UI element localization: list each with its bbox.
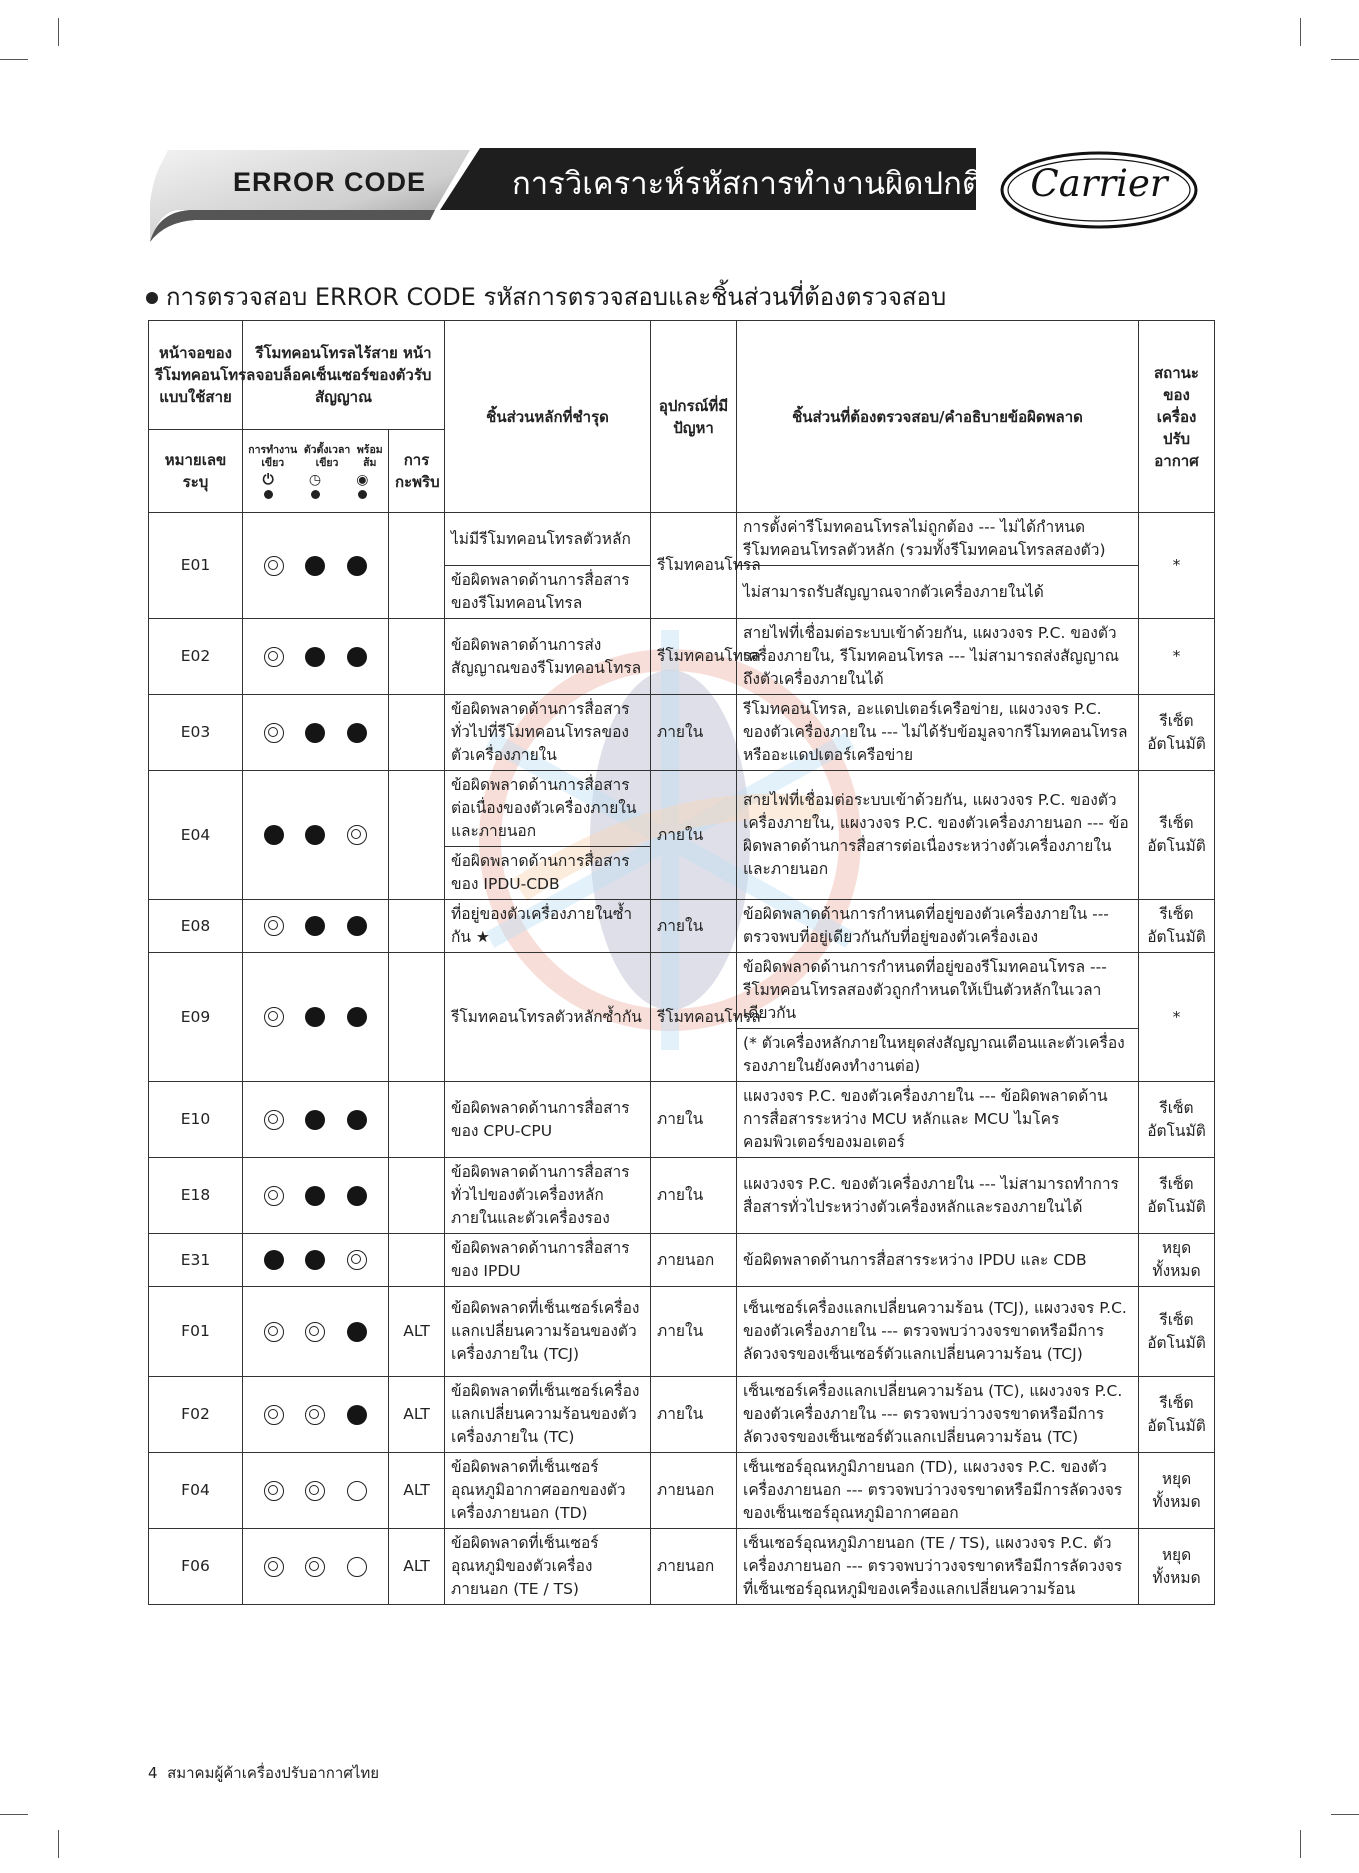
header-lamps xyxy=(243,430,389,513)
lamp-dot xyxy=(358,490,367,499)
page-footer xyxy=(148,1761,379,1785)
error-code: E08 xyxy=(149,900,243,953)
error-code-table xyxy=(148,320,1215,1605)
unit-status: รีเซ็ตอัตโนมัติ xyxy=(1139,1082,1215,1158)
lamp-on-icon xyxy=(305,1007,325,1027)
lamp-group xyxy=(249,1405,382,1425)
table-row xyxy=(149,1234,1215,1287)
check-description: การตั้งค่ารีโมทคอนโทรลไม่ถูกต้อง --- ไม่ได้กำหนดรีโมทคอนโทรลตัวหลัก (รวมทั้งรีโมทคอนโทรลสองตัว) xyxy=(737,513,1139,566)
error-code: E10 xyxy=(149,1082,243,1158)
device: ภายใน xyxy=(651,1377,737,1453)
device: รีโมทคอนโทรล xyxy=(651,953,737,1082)
blink-mode: ALT xyxy=(389,1287,445,1377)
lamp-dots xyxy=(245,490,386,499)
lamp-cell xyxy=(243,1082,389,1158)
lamp-flash-icon xyxy=(305,1481,325,1501)
lamp-on-icon xyxy=(305,825,325,845)
check-description: แผงวงจร P.C. ของตัวเครื่องภายใน --- ไม่สามารถทำการสื่อสารทั่วไประหว่างตัวเครื่องหลักและรองภายในได้ xyxy=(737,1158,1139,1234)
unit-status: * xyxy=(1139,619,1215,695)
unit-status: * xyxy=(1139,953,1215,1082)
main-part: ข้อผิดพลาดด้านการสื่อสารของ IPDU xyxy=(445,1234,651,1287)
main-part: ข้อผิดพลาดด้านการสื่อสารต่อเนื่องของตัวเครื่องภายในและภายนอก xyxy=(445,771,651,847)
lamp-cell xyxy=(243,695,389,771)
main-part: ข้อผิดพลาดที่เซ็นเซอร์อุณหภูมิอากาศออกของตัวเครื่องภายนอก (TD) xyxy=(445,1453,651,1529)
device: ภายใน xyxy=(651,695,737,771)
unit-status: รีเซ็ตอัตโนมัติ xyxy=(1139,771,1215,900)
crop-mark xyxy=(1300,18,1301,46)
lamp-on-icon xyxy=(264,825,284,845)
lamp-on-icon xyxy=(347,1322,367,1342)
main-part: ข้อผิดพลาดด้านการสื่อสารทั่วไปของตัวเครื่องหลักภายในและตัวเครื่องรอง xyxy=(445,1158,651,1234)
blink-mode xyxy=(389,900,445,953)
main-part: ข้อผิดพลาดด้านการสื่อสารของ IPDU-CDB xyxy=(445,847,651,900)
lamp-cell xyxy=(243,1529,389,1605)
device: ภายนอก xyxy=(651,1453,737,1529)
lamp-flash-icon xyxy=(305,1557,325,1577)
lamp-on-icon xyxy=(347,1405,367,1425)
clock-icon: ◷ xyxy=(308,471,322,488)
lamp-label-operation: การทำงาน เขียว xyxy=(248,443,298,469)
lamp-dot xyxy=(264,490,273,499)
lamp-on-icon xyxy=(347,916,367,936)
lamp-flash-icon xyxy=(264,1557,284,1577)
lamp-on-icon xyxy=(347,647,367,667)
lamp-label-timer: ตัวตั้งเวลา เขียว xyxy=(303,443,351,469)
table-row xyxy=(149,900,1215,953)
lamp-flash-icon xyxy=(264,1110,284,1130)
header-title: การวิเคราะห์รหัสการทำงานผิดปกติ xyxy=(512,166,982,202)
lamp-flash-icon xyxy=(264,1481,284,1501)
lamp-cell xyxy=(243,953,389,1082)
table-row xyxy=(149,1158,1215,1234)
lamp-group xyxy=(249,1110,382,1130)
unit-status: รีเซ็ตอัตโนมัติ xyxy=(1139,695,1215,771)
lamp-flash-icon xyxy=(264,1007,284,1027)
blink-mode: ALT xyxy=(389,1377,445,1453)
header-device: อุปกรณ์ที่มีปัญหา xyxy=(651,321,737,513)
lamp-icons xyxy=(245,472,386,488)
check-description: สายไฟที่เชื่อมต่อระบบเข้าด้วยกัน, แผงวงจร P.C. ของตัวเครื่องภายใน, แผงวงจร P.C. ของตัวเครื่องภายนอก --- ข้อผิดพลาดด้านการสื่อสารต่อเนื่องระหว่างตัวเครื่องภายในและภายนอก xyxy=(737,771,1139,900)
check-description: เซ็นเซอร์เครื่องแลกเปลี่ยนความร้อน (TC), แผงวงจร P.C. ของตัวเครื่องภายใน --- ตรวจพบว่าวงจรขาดหรือมีการลัดวงจรของเซ็นเซอร์ตัวแลกเปลี่ยนความร้อน (TC) xyxy=(737,1377,1139,1453)
bullet-icon xyxy=(146,292,158,304)
crop-mark xyxy=(58,18,59,46)
lamp-flash-icon xyxy=(305,1322,325,1342)
device: รีโมทคอนโทรล xyxy=(651,619,737,695)
check-description: เซ็นเซอร์เครื่องแลกเปลี่ยนความร้อน (TCJ), แผงวงจร P.C. ของตัวเครื่องภายใน --- ตรวจพบว่าวงจรขาดหรือมีการลัดวงจรของเซ็นเซอร์ตัวแลกเปลี่ยนความร้อน (TCJ) xyxy=(737,1287,1139,1377)
main-part: ข้อผิดพลาดที่เซ็นเซอร์อุณหภูมิของตัวเครื่องภายนอก (TE / TS) xyxy=(445,1529,651,1605)
crop-mark xyxy=(1300,1830,1301,1858)
main-part: ที่อยู่ของตัวเครื่องภายในซ้ำกัน ★ xyxy=(445,900,651,953)
lamp-cell xyxy=(243,1234,389,1287)
check-description: เซ็นเซอร์อุณหภูมิภายนอก (TE / TS), แผงวงจร P.C. ตัวเครื่องภายนอก --- ตรวจพบว่าวงจรขาดหรือมีการลัดวงจรที่เซ็นเซอร์อุณหภูมิของเครื่องแลกเปลี่ยนความร้อน xyxy=(737,1529,1139,1605)
check-description: แผงวงจร P.C. ของตัวเครื่องภายใน --- ข้อผิดพลาดด้านการสื่อสารระหว่าง MCU หลักและ MCU ไมโครคอมพิวเตอร์ของมอเตอร์ xyxy=(737,1082,1139,1158)
header-label: ERROR CODE xyxy=(233,167,427,197)
main-part: ไม่มีรีโมทคอนโทรลตัวหลัก xyxy=(445,513,651,566)
lamp-group xyxy=(249,723,382,743)
unit-status: หยุดทั้งหมด xyxy=(1139,1529,1215,1605)
table-row xyxy=(149,619,1215,695)
unit-status: รีเซ็ตอัตโนมัติ xyxy=(1139,1287,1215,1377)
table-row xyxy=(149,771,1215,847)
lamp-cell xyxy=(243,771,389,900)
blink-mode xyxy=(389,953,445,1082)
lamp-on-icon xyxy=(347,1186,367,1206)
header-status: สถานะของเครื่องปรับอากาศ xyxy=(1139,321,1215,513)
main-part: ข้อผิดพลาดที่เซ็นเซอร์เครื่องแลกเปลี่ยนความร้อนของตัวเครื่องภายใน (TC) xyxy=(445,1377,651,1453)
table-row xyxy=(149,1453,1215,1529)
crop-mark xyxy=(1331,59,1359,60)
error-code: F02 xyxy=(149,1377,243,1453)
power-icon: ⏻ xyxy=(262,471,274,488)
lamp-flash-icon xyxy=(264,556,284,576)
header-wireless: รีโมทคอนโทรลไร้สาย หน้าจอบล็อคเซ็นเซอร์ของตัวรับสัญญาณ xyxy=(243,321,445,430)
lamp-cell xyxy=(243,1287,389,1377)
header-row xyxy=(149,321,1215,430)
main-part: ข้อผิดพลาดด้านการส่งสัญญาณของรีโมทคอนโทรล xyxy=(445,619,651,695)
footer-text: สมาคมผู้ค้าเครื่องปรับอากาศไทย xyxy=(167,1764,380,1782)
lamp-on-icon xyxy=(305,1110,325,1130)
header-code-label: หมายเลขระบุ xyxy=(149,430,243,513)
table-body xyxy=(149,513,1215,1605)
unit-status: หยุดทั้งหมด xyxy=(1139,1234,1215,1287)
lamp-flash-icon xyxy=(264,916,284,936)
lamp-cell xyxy=(243,1453,389,1529)
main-part: ข้อผิดพลาดด้านการสื่อสารของ CPU-CPU xyxy=(445,1082,651,1158)
unit-status: หยุดทั้งหมด xyxy=(1139,1453,1215,1529)
table-row xyxy=(149,1377,1215,1453)
lamp-cell xyxy=(243,1158,389,1234)
lamp-on-icon xyxy=(305,916,325,936)
blink-mode xyxy=(389,1158,445,1234)
blink-mode xyxy=(389,771,445,900)
error-code: F01 xyxy=(149,1287,243,1377)
error-code: E01 xyxy=(149,513,243,619)
lamp-on-icon xyxy=(347,723,367,743)
blink-mode xyxy=(389,619,445,695)
lamp-on-icon xyxy=(264,1250,284,1270)
crop-mark xyxy=(0,59,28,60)
lamp-cell xyxy=(243,619,389,695)
ready-icon: ◉ xyxy=(356,471,369,488)
check-description: (* ตัวเครื่องหลักภายในหยุดส่งสัญญาณเตือนและตัวเครื่องรองภายในยังคงทำงานต่อ) xyxy=(737,1029,1139,1082)
header-blink: การกะพริบ xyxy=(389,430,445,513)
lamp-group xyxy=(249,1250,382,1270)
table-row xyxy=(149,695,1215,771)
lamp-cell xyxy=(243,1377,389,1453)
error-code: E02 xyxy=(149,619,243,695)
error-code: F06 xyxy=(149,1529,243,1605)
page-number: 4 xyxy=(148,1764,158,1782)
crop-mark xyxy=(58,1830,59,1858)
check-description: สายไฟที่เชื่อมต่อระบบเข้าด้วยกัน, แผงวงจร P.C. ของตัวเครื่องภายใน, รีโมทคอนโทรล --- ไม่สามารถส่งสัญญาณถึงตัวเครื่องภายในได้ xyxy=(737,619,1139,695)
check-description: ข้อผิดพลาดด้านการกำหนดที่อยู่ของรีโมทคอนโทรล --- รีโมทคอนโทรลสองตัวถูกกำหนดให้เป็นตัวหลักในเวลาเดียวกัน xyxy=(737,953,1139,1029)
header-main-part: ชิ้นส่วนหลักที่ชำรุด xyxy=(445,321,651,513)
header-check: ชิ้นส่วนที่ต้องตรวจสอบ/คำอธิบายข้อผิดพลาด xyxy=(737,321,1139,513)
device: รีโมทคอนโทรล xyxy=(651,513,737,619)
lamp-flash-icon xyxy=(347,825,367,845)
error-code: E04 xyxy=(149,771,243,900)
lamp-dot xyxy=(311,490,320,499)
unit-status: รีเซ็ตอัตโนมัติ xyxy=(1139,1377,1215,1453)
table-row xyxy=(149,1529,1215,1605)
lamp-group xyxy=(249,1322,382,1342)
header-wired: หน้าจอของรีโมทคอนโทรลแบบใช้สาย xyxy=(149,321,243,430)
device: ภายใน xyxy=(651,1082,737,1158)
lamp-on-icon xyxy=(347,1007,367,1027)
unit-status: รีเซ็ตอัตโนมัติ xyxy=(1139,900,1215,953)
lamp-on-icon xyxy=(347,1110,367,1130)
error-code: E03 xyxy=(149,695,243,771)
lamp-label-ready: พร้อม ส้ม xyxy=(356,443,383,469)
lamp-flash-icon xyxy=(264,647,284,667)
section-title: การตรวจสอบ ERROR CODE รหัสการตรวจสอบและชิ้นส่วนที่ต้องตรวจสอบ xyxy=(146,277,946,316)
lamp-group xyxy=(249,1007,382,1027)
main-part: รีโมทคอนโทรลตัวหลักซ้ำกัน xyxy=(445,953,651,1082)
lamp-cell xyxy=(243,513,389,619)
error-code: E31 xyxy=(149,1234,243,1287)
device: ภายนอก xyxy=(651,1529,737,1605)
check-description: ข้อผิดพลาดด้านการกำหนดที่อยู่ของตัวเครื่องภายใน --- ตรวจพบที่อยู่เดียวกันกับที่อยู่ของตัวเครื่องเอง xyxy=(737,900,1139,953)
lamp-flash-icon xyxy=(264,1405,284,1425)
lamp-group xyxy=(249,1557,382,1577)
lamp-flash-icon xyxy=(305,1405,325,1425)
blink-mode xyxy=(389,695,445,771)
lamp-flash-icon xyxy=(264,1186,284,1206)
table-row xyxy=(149,1287,1215,1377)
error-code: E18 xyxy=(149,1158,243,1234)
unit-status: รีเซ็ตอัตโนมัติ xyxy=(1139,1158,1215,1234)
lamp-group xyxy=(249,556,382,576)
check-description: ข้อผิดพลาดด้านการสื่อสารระหว่าง IPDU และ CDB xyxy=(737,1234,1139,1287)
lamp-cell xyxy=(243,900,389,953)
table-row xyxy=(149,953,1215,1029)
lamp-flash-icon xyxy=(264,723,284,743)
lamp-group xyxy=(249,825,382,845)
lamp-on-icon xyxy=(305,723,325,743)
device: ภายใน xyxy=(651,771,737,900)
lamp-off-icon xyxy=(347,1557,367,1577)
lamp-on-icon xyxy=(347,556,367,576)
blink-mode xyxy=(389,513,445,619)
lamp-off-icon xyxy=(347,1481,367,1501)
table-row xyxy=(149,1082,1215,1158)
lamp-group xyxy=(249,1481,382,1501)
unit-status: * xyxy=(1139,513,1215,619)
lamp-on-icon xyxy=(305,556,325,576)
lamp-group xyxy=(249,647,382,667)
lamp-group xyxy=(249,1186,382,1206)
lamp-flash-icon xyxy=(347,1250,367,1270)
check-description: เซ็นเซอร์อุณหภูมิภายนอก (TD), แผงวงจร P.C. ของตัวเครื่องภายนอก --- ตรวจพบว่าวงจรขาดหรือมีการลัดวงจรของเซ็นเซอร์อุณหภูมิอากาศออก xyxy=(737,1453,1139,1529)
lamp-labels xyxy=(245,444,386,470)
main-part: ข้อผิดพลาดด้านการสื่อสารของรีโมทคอนโทรล xyxy=(445,566,651,619)
lamp-on-icon xyxy=(305,1250,325,1270)
blink-mode: ALT xyxy=(389,1529,445,1605)
device: ภายใน xyxy=(651,1287,737,1377)
lamp-on-icon xyxy=(305,1186,325,1206)
lamp-group xyxy=(249,916,382,936)
error-code: F04 xyxy=(149,1453,243,1529)
main-part: ข้อผิดพลาดที่เซ็นเซอร์เครื่องแลกเปลี่ยนความร้อนของตัวเครื่องภายใน (TCJ) xyxy=(445,1287,651,1377)
device: ภายใน xyxy=(651,900,737,953)
check-description: ไม่สามารถรับสัญญาณจากตัวเครื่องภายในได้ xyxy=(737,566,1139,619)
blink-mode xyxy=(389,1082,445,1158)
device: ภายนอก xyxy=(651,1234,737,1287)
error-code: E09 xyxy=(149,953,243,1082)
blink-mode xyxy=(389,1234,445,1287)
lamp-flash-icon xyxy=(264,1322,284,1342)
crop-mark xyxy=(0,1814,28,1815)
main-part: ข้อผิดพลาดด้านการสื่อสารทั่วไปที่รีโมทคอนโทรลของตัวเครื่องภายใน xyxy=(445,695,651,771)
blink-mode: ALT xyxy=(389,1453,445,1529)
brand-name: Carrier xyxy=(1030,162,1168,205)
lamp-on-icon xyxy=(305,647,325,667)
crop-mark xyxy=(1331,1814,1359,1815)
device: ภายใน xyxy=(651,1158,737,1234)
table-row xyxy=(149,513,1215,566)
check-description: รีโมทคอนโทรล, อะแดปเตอร์เครือข่าย, แผงวงจร P.C. ของตัวเครื่องภายใน --- ไม่ได้รับข้อมูลจากรีโมทคอนโทรลหรืออะแดปเตอร์เครือข่าย xyxy=(737,695,1139,771)
